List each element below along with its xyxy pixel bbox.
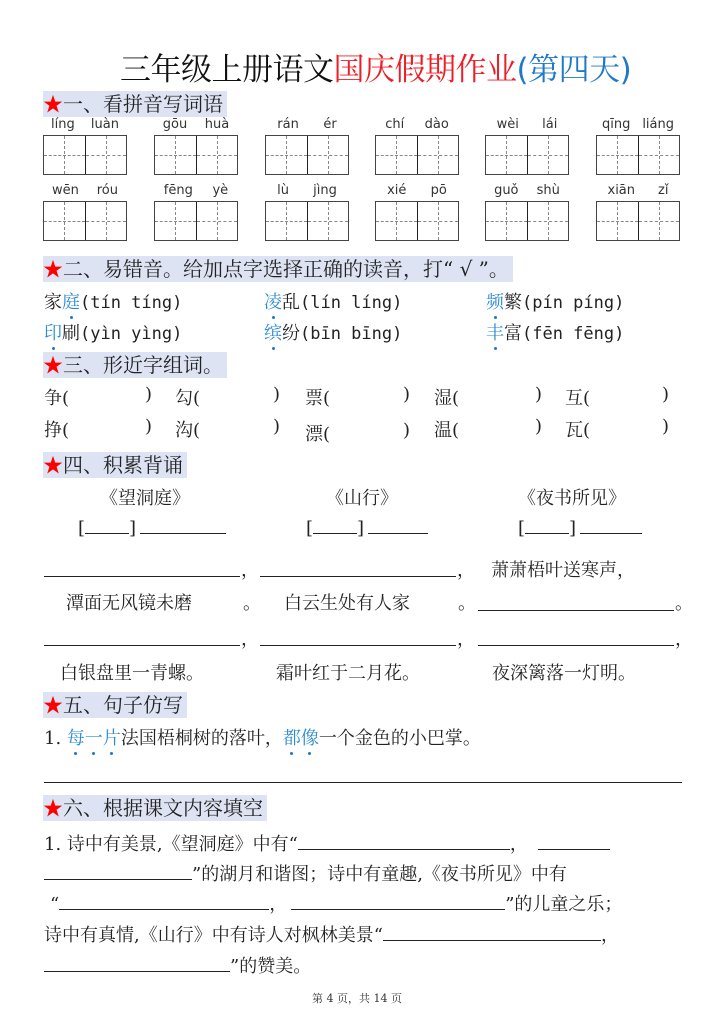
char: 漂: [305, 424, 323, 445]
pinyin-options[interactable]: (pín píng): [522, 293, 625, 313]
poem-title: 《山行》: [326, 488, 398, 509]
poem-line-known: 白云生处有人家: [284, 593, 410, 614]
fill-text: ，: [600, 925, 619, 946]
bracket-close: ]: [569, 518, 577, 539]
section1-heading-text: 一、看拼音写词语: [63, 92, 223, 116]
writing-box[interactable]: [196, 202, 238, 240]
tianzige-boxes: [375, 135, 459, 175]
char-pair: [434, 416, 459, 442]
imitation-sentence: [44, 724, 481, 750]
pinyin-syllable: dào: [424, 117, 449, 132]
char: 票: [305, 388, 323, 409]
pinyin-options[interactable]: (tín tíng): [80, 293, 183, 313]
pinyin-syllable: xié: [387, 183, 407, 198]
char: 互: [565, 388, 583, 409]
star-icon: ★: [43, 353, 63, 377]
char: 勾: [175, 388, 193, 409]
pinyin-syllable: shù: [536, 183, 560, 198]
pinyin-word: [154, 117, 238, 175]
pinyin-syllable: gōu: [162, 117, 188, 132]
writing-box[interactable]: [417, 136, 459, 174]
char-pair: [175, 416, 200, 442]
pinyin-syllable: wèi: [496, 117, 519, 132]
tianzige-boxes: [596, 201, 680, 241]
pinyin-label: [265, 117, 349, 135]
paren-close: ): [535, 384, 543, 405]
author-blank: [306, 518, 428, 539]
fill-line: [44, 921, 619, 947]
dynasty-blank[interactable]: [313, 533, 357, 534]
char-pair: [44, 384, 69, 410]
comma: ，: [241, 629, 259, 650]
star-icon: ★: [43, 693, 63, 717]
sentence-text: 一个金色的小巴掌。: [318, 728, 481, 749]
bracket-close: ]: [129, 518, 137, 539]
writing-box[interactable]: [376, 136, 417, 174]
bracket-open: [: [78, 518, 86, 539]
section5-heading: [43, 692, 187, 718]
fill-text: ，: [509, 834, 528, 855]
paren-close: ): [273, 416, 281, 437]
dotted-char: 丰: [486, 319, 504, 345]
pinyin-syllable: chí: [385, 117, 405, 132]
char: 繁: [504, 292, 522, 313]
poem-title: 《夜书所见》: [518, 488, 626, 509]
writing-box[interactable]: [44, 202, 85, 240]
period: 。: [675, 593, 693, 614]
pinyin-label: [596, 183, 680, 201]
pinyin-label: [485, 183, 569, 201]
writing-box[interactable]: [44, 136, 85, 174]
char: 争: [44, 388, 62, 409]
poem-line-blank[interactable]: [478, 610, 674, 611]
pinyin-syllable: liáng: [642, 117, 674, 132]
char: 湿: [434, 388, 452, 409]
dotted-char: 缤: [264, 319, 282, 345]
word-blank[interactable]: [597, 416, 660, 440]
fill-line: [44, 890, 622, 916]
char-pair: [305, 420, 330, 446]
word-blank[interactable]: [466, 384, 533, 408]
dotted-char: 一: [85, 724, 103, 750]
section5-heading-text: 五、句子仿写: [63, 693, 183, 717]
tianzige-boxes: [154, 135, 238, 175]
bracket-open: [: [306, 518, 314, 539]
char: 瓦: [565, 420, 583, 441]
writing-box[interactable]: [196, 136, 238, 174]
bracket-open: [: [518, 518, 526, 539]
poem-line-known: 萧萧梧叶送寒声，: [491, 560, 635, 581]
paren-open: (: [323, 388, 331, 409]
pinyin-word: [485, 183, 569, 241]
answer-line[interactable]: [44, 782, 682, 783]
author-name-blank[interactable]: [368, 533, 428, 534]
fill-text: ”的儿童之乐；: [505, 894, 623, 915]
star-icon: ★: [43, 257, 63, 281]
dotted-char: 每: [67, 724, 85, 750]
pinyin-syllable: ér: [323, 117, 337, 132]
comma: ，: [241, 560, 259, 581]
char-pair: [565, 416, 590, 442]
word-blank[interactable]: [207, 416, 271, 440]
pinyin-label: [375, 183, 459, 201]
pron-item: [264, 288, 402, 314]
section6-heading: [43, 795, 267, 821]
char: 刷: [62, 323, 80, 344]
pinyin-syllable: lái: [542, 117, 558, 132]
writing-box[interactable]: [376, 202, 417, 240]
paren-close: ): [403, 384, 411, 405]
char: 富: [504, 323, 522, 344]
paren-close: ): [145, 416, 153, 437]
pinyin-syllable: xiān: [607, 183, 636, 198]
pinyin-syllable: rán: [277, 117, 299, 132]
key-phrase-text: [283, 728, 319, 749]
pinyin-label: [154, 117, 238, 135]
pinyin-syllable: wēn: [51, 183, 79, 198]
pinyin-options[interactable]: (fēn fēng): [522, 324, 625, 344]
pinyin-syllable: líng: [51, 117, 75, 132]
section4-heading: [43, 452, 187, 478]
pinyin-label: [265, 183, 349, 201]
paren-open: (: [193, 388, 201, 409]
poem-line-blank[interactable]: [44, 576, 240, 577]
author-blank: [518, 518, 642, 539]
dotted-char: 印: [44, 319, 62, 345]
fill-blank[interactable]: [59, 909, 269, 910]
section6-heading-text: 六、根据课文内容填空: [63, 796, 263, 820]
pinyin-options[interactable]: (lín líng): [300, 293, 403, 313]
paren-open: (: [452, 420, 460, 441]
sentence-text: 法国梧桐树的落叶，: [120, 728, 283, 749]
pron-item: [44, 288, 182, 314]
tianzige-boxes: [485, 201, 569, 241]
tianzige-boxes: [265, 135, 349, 175]
tianzige-boxes: [265, 201, 349, 241]
char: 沟: [175, 420, 193, 441]
key-phrase: [67, 728, 121, 749]
char-pair: [44, 416, 69, 442]
pinyin-grid: [43, 117, 683, 251]
dynasty-blank[interactable]: [85, 533, 129, 534]
poem-line-blank[interactable]: [478, 645, 674, 646]
poem-line-known: 潭面无风镜未磨: [66, 593, 192, 614]
poem-line-known: 夜深篱落一灯明。: [492, 663, 636, 684]
fill-text: ，: [269, 894, 288, 915]
fill-blank[interactable]: [298, 849, 510, 850]
tianzige-boxes: [375, 201, 459, 241]
fill-text: 1. 诗中有美景,《望洞庭》中有“: [44, 834, 298, 855]
comma: ，: [675, 629, 693, 650]
fill-line: [44, 830, 610, 856]
pinyin-syllable: jìng: [313, 183, 337, 198]
paren-open: (: [62, 420, 70, 441]
writing-box[interactable]: [417, 202, 459, 240]
writing-box[interactable]: [85, 136, 127, 174]
pinyin-word: [596, 117, 680, 175]
poem-line-blank[interactable]: [260, 576, 456, 577]
paren-open: (: [323, 424, 331, 445]
star-icon: ★: [43, 453, 63, 477]
fill-text: 诗中有真情,《山行》中有诗人对枫林美景“: [44, 925, 383, 946]
fill-text: “: [50, 894, 60, 915]
pron-item: [264, 319, 402, 345]
pinyin-label: [154, 183, 238, 201]
section3-heading: [43, 352, 227, 378]
fill-blank[interactable]: [383, 940, 601, 941]
writing-box[interactable]: [486, 136, 527, 174]
writing-box[interactable]: [638, 202, 680, 240]
section2-heading-text: 二、易错音。给加点字选择正确的读音，打“ √ ”。: [63, 257, 509, 281]
dotted-char: 都: [283, 724, 301, 750]
fill-blank[interactable]: [44, 879, 192, 880]
pinyin-syllable: guǒ: [494, 183, 519, 198]
pinyin-syllable: huà: [204, 117, 230, 132]
author-name-blank[interactable]: [140, 533, 226, 534]
dynasty-blank[interactable]: [525, 533, 569, 534]
word-blank[interactable]: [597, 384, 660, 408]
dotted-char: 凌: [264, 288, 282, 314]
fill-text: ”的赞美。: [230, 956, 312, 977]
pinyin-word: [265, 117, 349, 175]
pron-item: [486, 288, 624, 314]
author-name-blank[interactable]: [580, 533, 642, 534]
poem-line-known: 霜叶红于二月花。: [276, 663, 420, 684]
writing-box[interactable]: [527, 136, 569, 174]
pinyin-word: [265, 183, 349, 241]
pron-item: [44, 319, 182, 345]
pinyin-syllable: luàn: [90, 117, 119, 132]
char: 纷: [282, 323, 300, 344]
page-title: [120, 44, 631, 89]
pinyin-label: [596, 117, 680, 135]
dotted-char: 庭: [62, 288, 80, 314]
pinyin-label: [485, 117, 569, 135]
comma: ，: [457, 629, 475, 650]
writing-box[interactable]: [307, 202, 349, 240]
tianzige-boxes: [485, 135, 569, 175]
paren-close: ): [273, 384, 281, 405]
char: 挣: [44, 420, 62, 441]
pinyin-word: [485, 117, 569, 175]
dotted-char: 片: [103, 724, 121, 750]
paren-open: (: [62, 388, 70, 409]
fill-blank[interactable]: [538, 849, 610, 850]
writing-box[interactable]: [638, 136, 680, 174]
char-pair: [565, 384, 590, 410]
word-blank[interactable]: [337, 416, 401, 440]
writing-box[interactable]: [155, 202, 196, 240]
paren-open: (: [583, 388, 591, 409]
paren-open: (: [193, 420, 201, 441]
paren-close: ): [403, 420, 411, 441]
paren-close: ): [535, 416, 543, 437]
poem-title: 《望洞庭》: [100, 488, 190, 509]
title-homework: 国庆假期作业: [333, 52, 517, 88]
period: 。: [243, 593, 261, 614]
writing-box[interactable]: [597, 202, 638, 240]
section2-heading: [43, 256, 513, 282]
pinyin-syllable: róu: [96, 183, 119, 198]
pinyin-syllable: qīng: [601, 117, 631, 132]
title-grade: 三年级上册语文: [120, 52, 334, 88]
tianzige-boxes: [43, 135, 127, 175]
word-blank[interactable]: [466, 416, 533, 440]
writing-box[interactable]: [597, 136, 638, 174]
fill-blank[interactable]: [291, 909, 505, 910]
pinyin-syllable: zǐ: [658, 183, 669, 198]
char: 乱: [282, 292, 300, 313]
bracket-close: ]: [357, 518, 365, 539]
section3-heading-text: 三、形近字组词。: [63, 353, 223, 377]
section4-heading-text: 四、积累背诵: [63, 453, 183, 477]
pinyin-label: [375, 117, 459, 135]
fill-text: ”的湖月和谐图；诗中有童趣,《夜书所见》中有: [192, 864, 567, 885]
period: 。: [458, 593, 476, 614]
word-blank[interactable]: [76, 416, 143, 440]
char-pair: [175, 384, 200, 410]
paren-close: ): [145, 384, 153, 405]
key-phrase: [283, 728, 319, 749]
dotted-char: 频: [486, 288, 504, 314]
writing-box[interactable]: [486, 202, 527, 240]
pinyin-word: [375, 183, 459, 241]
pinyin-options[interactable]: (yìn yìng): [80, 324, 183, 344]
pinyin-syllable: fēng: [163, 183, 193, 198]
char-pair: [305, 384, 330, 410]
word-blank[interactable]: [76, 384, 143, 408]
star-icon: ★: [43, 92, 63, 116]
pinyin-options[interactable]: (bīn bīng): [300, 324, 403, 344]
paren-close: ): [662, 416, 670, 437]
pinyin-syllable: lù: [277, 183, 289, 198]
page-number: 第 4 页，共 14 页: [312, 992, 402, 1005]
pinyin-word: [43, 117, 127, 175]
char: 温: [434, 420, 452, 441]
title-day: (第四天): [516, 52, 632, 88]
poem-line-blank[interactable]: [44, 645, 240, 646]
word-blank[interactable]: [337, 384, 401, 408]
tianzige-boxes: [154, 201, 238, 241]
writing-box[interactable]: [266, 202, 307, 240]
tianzige-boxes: [596, 135, 680, 175]
writing-box[interactable]: [527, 202, 569, 240]
poem-line-blank[interactable]: [260, 645, 456, 646]
pron-item: [486, 319, 624, 345]
paren-close: ): [662, 384, 670, 405]
section1-heading: [43, 91, 227, 117]
pinyin-word: [43, 183, 127, 241]
dotted-char: 像: [301, 724, 319, 750]
pinyin-label: [43, 117, 127, 135]
item-number: 1.: [44, 728, 62, 749]
pinyin-syllable: yè: [212, 183, 229, 198]
writing-box[interactable]: [307, 136, 349, 174]
char: 家: [44, 292, 62, 313]
pinyin-word: [596, 183, 680, 241]
key-phrase-text: [67, 728, 121, 749]
tianzige-boxes: [43, 201, 127, 241]
fill-line: [44, 860, 567, 886]
writing-box[interactable]: [85, 202, 127, 240]
pinyin-word: [375, 117, 459, 175]
poem-line-known: 白银盘里一青螺。: [60, 663, 204, 684]
star-icon: ★: [43, 796, 63, 820]
author-blank: [78, 518, 226, 539]
char-pair: [434, 384, 459, 410]
word-blank[interactable]: [207, 384, 271, 408]
writing-box[interactable]: [155, 136, 196, 174]
paren-open: (: [452, 388, 460, 409]
fill-blank[interactable]: [44, 971, 230, 972]
pinyin-label: [43, 183, 127, 201]
writing-box[interactable]: [266, 136, 307, 174]
pinyin-syllable: pō: [430, 183, 447, 198]
pinyin-word: [154, 183, 238, 241]
fill-line: [44, 952, 311, 978]
comma: ，: [457, 560, 475, 581]
paren-open: (: [583, 420, 591, 441]
